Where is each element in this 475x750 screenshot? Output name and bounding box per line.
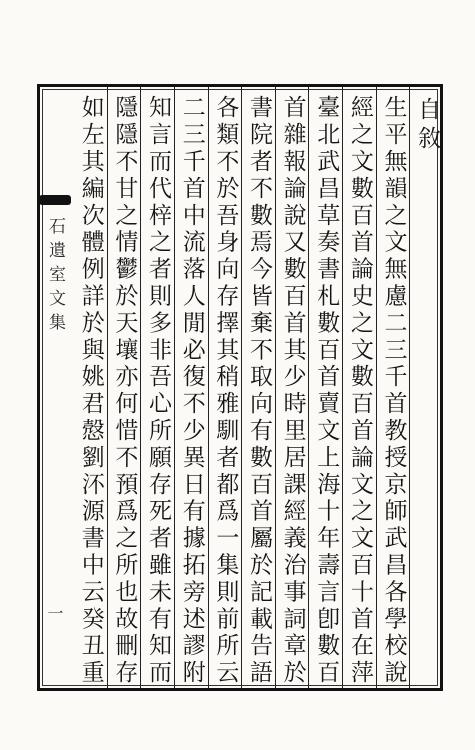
fish-tail-mark <box>39 195 71 205</box>
text-column <box>308 87 342 688</box>
column-text: 首雜報論說又數百首其少時里居課經義治事詞章於 <box>279 95 306 687</box>
column-text: 自敘 <box>414 97 441 155</box>
column-text: 經之文數百首論史之文數百首論文之文百十首在萍 <box>346 95 373 687</box>
text-column <box>208 87 242 688</box>
fore-edge-strip <box>37 87 74 688</box>
column-text: 書院者不數焉今皆棄不取向有數百首屬於記載告語 <box>245 95 272 687</box>
column-text: 隱隱不甘之情鬱於天壤亦何惜不預爲之所也故刪存 <box>111 95 138 687</box>
text-column <box>107 87 141 688</box>
column-text: 各類不於吾身向存擇其稍雅馴者都爲一集則前所云 <box>212 95 239 687</box>
text-block <box>74 87 443 688</box>
text-column <box>241 87 275 688</box>
text-column <box>342 87 376 688</box>
text-columns <box>74 87 443 688</box>
text-column <box>174 87 208 688</box>
banxin-page-number: 一 <box>47 604 64 623</box>
text-column <box>376 87 410 688</box>
column-text: 臺北武昌草奏書札數百首賣文上海十年壽言卽數百 <box>313 95 340 687</box>
text-column <box>140 87 174 688</box>
column-text: 如左其編次體例詳於與姚君慤劉㳅源書中云癸丑重 <box>77 95 104 687</box>
text-column <box>74 87 107 688</box>
banxin-book-title: 石遺室文集 <box>45 217 65 337</box>
text-column <box>275 87 309 688</box>
column-text: 二三千首中流落人閒必復不少異日有據拓旁述謬附 <box>178 95 205 687</box>
text-column-heading <box>409 87 443 688</box>
column-text: 生平無韻之文無慮二三千首教授京師武昌各學校說 <box>380 95 407 687</box>
column-text: 知言而代梓之者則多非吾心所願存死者雖未有知而 <box>145 95 172 687</box>
